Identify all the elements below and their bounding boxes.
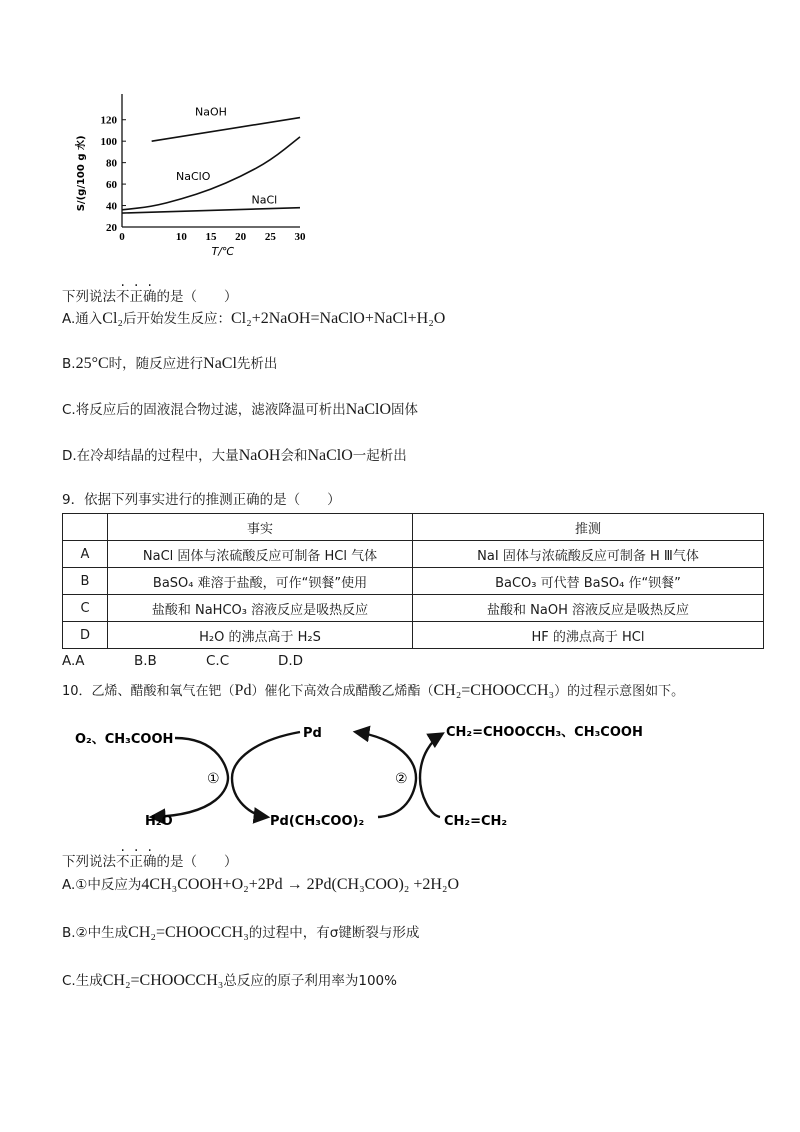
- table-cell: C: [63, 595, 108, 622]
- q9-stem: 9．依据下列事实进行的推测正确的是（ ）: [62, 492, 341, 508]
- table-header-row: [63, 514, 764, 541]
- table-cell: HF 的沸点高于 HCl: [413, 622, 764, 649]
- y-tick-label: 20: [106, 222, 117, 234]
- y-tick-label: 60: [106, 179, 117, 192]
- x-axis-label: T/℃: [211, 245, 235, 258]
- table-cell: A: [63, 541, 108, 568]
- series-line-nacl: [122, 208, 300, 213]
- option-label: C.C: [206, 653, 230, 669]
- pd-acetate-label: Pd(CH₃COO)₂: [270, 814, 365, 829]
- table-cell: H₂O 的沸点高于 H₂S: [108, 622, 413, 649]
- table-header-cell: [63, 514, 108, 541]
- water-label: H₂O: [145, 814, 173, 829]
- series-line-naoh: [152, 118, 300, 142]
- option-label: B.B: [134, 653, 157, 669]
- x-tick-label: 30: [294, 231, 306, 243]
- x-tick-label: 25: [264, 231, 276, 243]
- q10-option-c: C.生成CH₂=CHOOCCH₃总反应的原子利用率为100%: [62, 972, 397, 989]
- q10-option-a: A.①中反应为4CH₃COOH+O₂+2Pd → 2Pd(CH₃COO)₂ +2H₂O: [62, 876, 460, 893]
- q9-options: [62, 652, 362, 670]
- q8-option-b: B.25°C时，随反应进行NaCl先析出: [62, 355, 278, 372]
- y-axis-label: S/(g/100 g 水): [76, 135, 87, 212]
- option-label: D.D: [278, 653, 304, 669]
- nacl-series-label: NaCl: [251, 193, 278, 207]
- ethene-label: CH₂=CH₂: [444, 814, 508, 829]
- table-row: [63, 622, 764, 649]
- naoh-series-label: NaOH: [195, 105, 227, 119]
- table-cell: NaCl 固体与浓硫酸反应可制备 HCl 气体: [108, 541, 413, 568]
- step-1-label: ①: [207, 771, 220, 787]
- table-cell: BaSO₄ 难溶于盐酸，可作“钡餐”使用: [108, 568, 413, 595]
- q8-stem: 下列说法不正确的是（ ）: [62, 289, 238, 305]
- solubility-chart: [70, 90, 330, 260]
- reactant-label: O₂、CH₃COOH: [75, 732, 174, 747]
- table-row: [63, 541, 764, 568]
- q8-option-a: A.通入Cl₂后开始发生反应：Cl₂+2NaOH=NaClO+NaCl+H₂O: [62, 310, 446, 327]
- y-tick-label: 100: [100, 136, 117, 149]
- table-cell: 盐酸和 NaHCO₃ 溶液反应是吸热反应: [108, 595, 413, 622]
- x-tick-label: 10: [175, 231, 187, 243]
- x-tick-label: 20: [235, 231, 247, 243]
- q9-table: [62, 513, 764, 649]
- q8-option-c: C.将反应后的固液混合物过滤，滤液降温可析出NaClO固体: [62, 401, 419, 418]
- y-tick-label: 120: [100, 114, 117, 127]
- y-tick-label: 80: [106, 157, 117, 170]
- table-cell: NaI 固体与浓硫酸反应可制备 H Ⅲ气体: [413, 541, 764, 568]
- naclo-series-label: NaClO: [176, 169, 211, 183]
- option-label: A.A: [62, 653, 85, 669]
- table-row: [63, 595, 764, 622]
- table-header-cell: 推测: [413, 514, 764, 541]
- table-cell: D: [63, 622, 108, 649]
- table-header-cell: 事实: [108, 514, 413, 541]
- q8-option-d: D.在冷却结晶的过程中，大量NaOH会和NaClO一起析出: [62, 447, 407, 464]
- table-row: [63, 568, 764, 595]
- x-tick-label: 0: [119, 231, 125, 243]
- table-cell: B: [63, 568, 108, 595]
- pd-label: Pd: [303, 726, 322, 741]
- q10-option-b: B.②中生成CH₂=CHOOCCH₃的过程中，有σ键断裂与形成: [62, 924, 420, 941]
- table-cell: BaCO₃ 可代替 BaSO₄ 作“钡餐”: [413, 568, 764, 595]
- catalytic-cycle-diagram: [60, 715, 680, 840]
- table-cell: 盐酸和 NaOH 溶液反应是吸热反应: [413, 595, 764, 622]
- x-tick-label: 15: [205, 231, 217, 243]
- product-label: CH₂=CHOOCCH₃、CH₃COOH: [446, 725, 643, 740]
- q10-stem: 10．乙烯、醋酸和氧气在钯（Pd）催化下高效合成醋酸乙烯酯（CH₂=CHOOCCH₃）的过程示意图如下。: [62, 682, 685, 699]
- step-2-label: ②: [395, 771, 408, 787]
- q10-stem2: 下列说法不正确的是（ ）: [62, 854, 238, 870]
- y-tick-label: 40: [106, 200, 117, 213]
